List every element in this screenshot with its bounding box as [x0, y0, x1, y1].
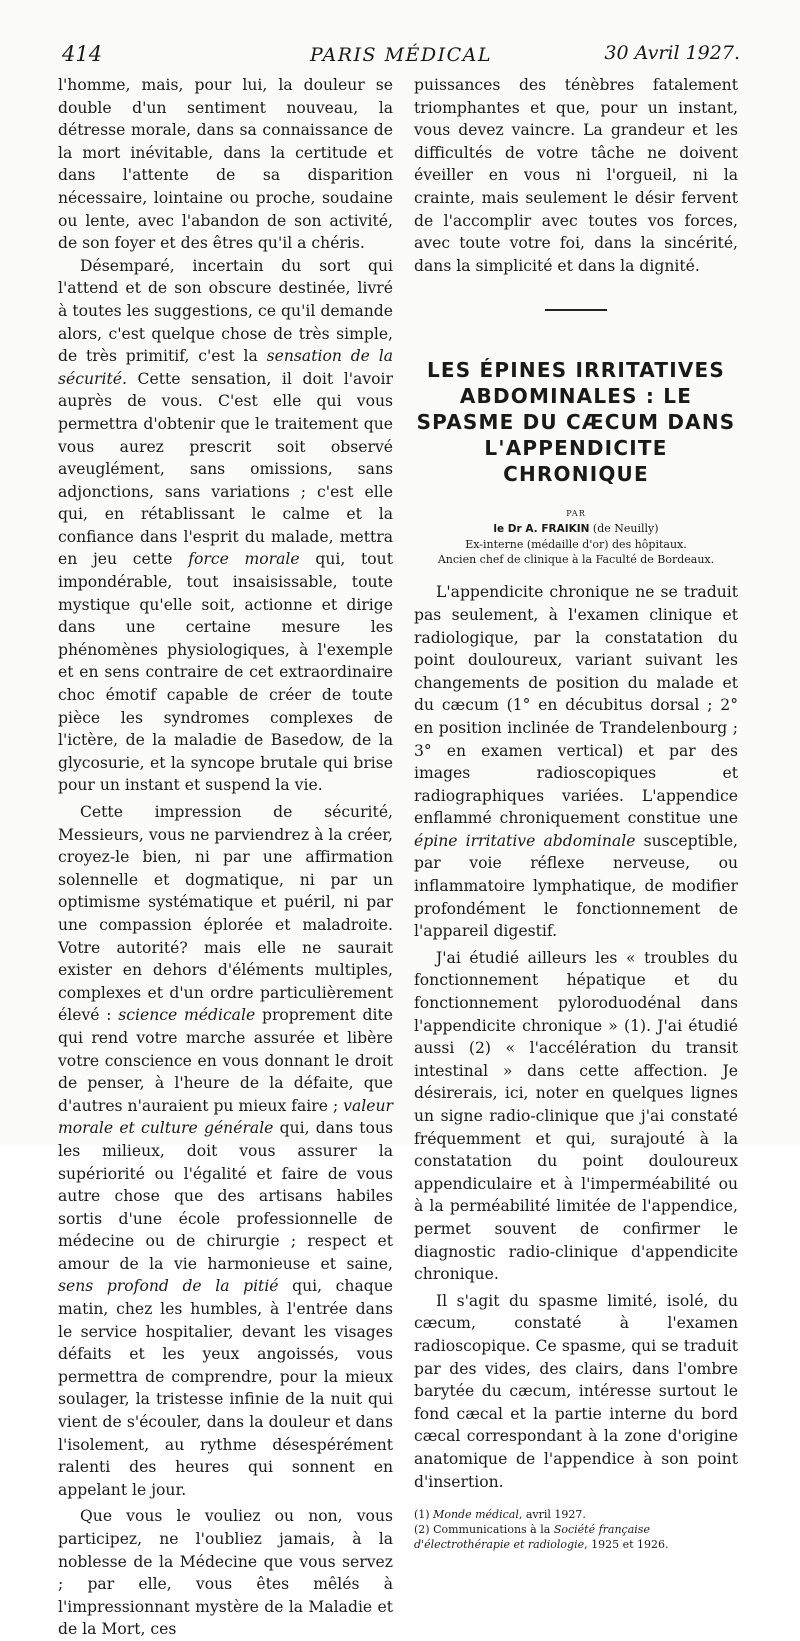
emphasis: sens profond de la pitié	[58, 1277, 279, 1296]
journal-title: PARIS MÉDICAL	[309, 44, 493, 66]
footnote: (2) Communications à la Société française d'électrothérapie et radiologie, 1925 et 1926.	[414, 1523, 669, 1552]
footnotes	[414, 1507, 738, 1552]
paragraph: puissances des ténèbres fatalement triomphantes et que, pour un instant, vous devez vaincre. La grandeur et les difficultés de votre tâche ne doivent éveiller en vous ni l'orgueil, ni la crainte, mais seulement le désir fervent de l'accomplir avec toutes vos forces, avec toute votre foi, dans la sincérité, dans la simplicité et dans la dignité.	[414, 76, 738, 275]
right-column	[414, 74, 738, 1552]
paragraph: L'appendicite chronique ne se traduit pas seulement, à l'examen clinique et radiologique, par la constatation du point douloureux, variant suivant les changements de position du malade et du cæcum (1° en décubitus dorsal ; 2° en position inclinée de Trandelenbourg ; 3° en examen vertical) et par des images radioscopiques et radiographiques variées. L'appendice enflammé chroniquement constitue une épine irritative abdominale susceptible, par voie réflexe nerveuse, ou inflammatoire lymphatique, de modifier profondément le fonctionnement de l'appareil digestif.	[414, 583, 739, 941]
emphasis: force morale	[188, 550, 300, 569]
byline-par: PAR	[566, 509, 586, 519]
emphasis: épine irritative abdominale	[414, 831, 636, 850]
paragraph: Cette impression de sécurité, Messieurs, vous ne parviendrez à la créer, croyez-le bien, ni par une affirmation solennelle et dogmatique, ni par un optimisme systématique et puéril, ni par une compassion éplorée et maladroite. Votre autorité? mais elle ne saurait exister en dehors d'éléments multiples, complexes et d'un ordre particulièrement élevé : science médicale proprement dite qui rend votre marche assurée et libère votre conscience en vous donnant le droit de penser, à l'heure de la défaite, que d'autres n'auraient pu mieux faire ; valeur morale et culture générale qui, dans tous les milieux, doit vous assurer la supériorité ou l'égalité et faire de vous autre chose que des artisans habiles sortis d'une école professionnelle de médecine ou de chirurgie ; respect et amour de la vie harmonieuse et saine, sens profond de la pitié qui, chaque matin, chez les humbles, à l'entrée dans le service hospitalier, devant les visages défaits et les yeux angoissés, vous permettra de comprendre, pour la mieux soulager, la tristesse infinie de la nuit qui vient de s'écouler, dans la douleur et dans l'isolement, au rythme désespérément ralenti des heures qui sonnent en appelant le jour.	[58, 803, 393, 1499]
paragraph: J'ai étudié ailleurs les « troubles du fonctionnement hépatique et du fonctionnement pyloroduodénal dans l'appendicite chronique » (1). J'ai étudié aussi (2) « l'accélération du transit intestinal » dans cette affection. Je désirerais, ici, noter en quelques lignes un signe radio-clinique que j'ai constaté fréquemment et qui, surajouté à la constatation du point douloureux appendiculaire et à l'imperméabilité ou à la perméabilité limitée de l'appendice, permet souvent de confirmer le diagnostic radio-clinique d'appendicite chronique.	[414, 948, 738, 1284]
author-name: le Dr A. FRAIKIN	[493, 523, 590, 536]
article-title: LES ÉPINES IRRITATIVES ABDOMINALES : LE SPASME DU CÆCUM DANS L'APPENDICITE CHRONIQUE	[416, 358, 736, 487]
emphasis: sensation de la sécurité.	[58, 347, 393, 388]
paragraph: Désemparé, incertain du sort qui l'attend et de son obscure destinée, livré à toutes les suggestions, ce qu'il demande alors, c'est quelque chose de très simple, de très primitif, c'est la sensation de la sécurité. Cette sensation, il doit l'avoir auprès de vous. C'est elle qui vous permettra d'obtenir que le traitement que vous aurez prescrit soit observé aveuglément, sans omissions, sans adjonctions, sans variations ; c'est elle qui, en rétablissant le calme et la confiance dans l'esprit du malade, mettra en jeu cette force morale qui, tout impondérable, tout insaisissable, toute mystique qu'elle soit, actionne et dirige dans une certaine mesure les phénomènes physiologiques, à l'exemple et en sens contraire de cet extraordinaire choc émotif capable de créer de toute pièce les syndromes complexes de l'ictère, de la maladie de Basedow, de la glycosurie, et la syncope brutale qui brise pour un instant et suspend la vie.	[58, 256, 393, 795]
paragraph: Il s'agit du spasme limité, isolé, du cæcum, constaté à l'examen radioscopique. Ce spasme, qui se traduit par des vides, des clairs, dans l'ombre barytée du cæcum, intéresse surtout le fond cæcal et la partie interne du bord cæcal correspondant à la zone d'origine anatomique de l'appendice à son point d'insertion.	[414, 1291, 738, 1491]
page-number: 414	[62, 42, 103, 66]
byline	[414, 505, 738, 521]
section-divider	[545, 309, 607, 311]
issue-date: 30 Avril 1927.	[604, 42, 740, 64]
author-credential: Ex-interne (médaille d'or) des hôpitaux.	[465, 538, 687, 552]
footnote: (1) Monde médical, avril 1927.	[414, 1508, 586, 1522]
left-column	[58, 74, 393, 1641]
paragraph: Que vous le vouliez ou non, vous participez, ne l'oubliez jamais, à la noblesse de la Médecine que vous servez ; par elle, vous êtes mêlés à l'impressionnant mystère de la Maladie et de la Mort, ces	[58, 1507, 393, 1639]
emphasis: science médicale	[118, 1006, 256, 1025]
page-header	[62, 38, 740, 68]
paragraph: l'homme, mais, pour lui, la douleur se double d'un sentiment nouveau, la détresse morale, dans sa connaissance de la mort inévitable, dans la certitude et dans l'attente de sa disparition nécessaire, lointaine ou proche, soudaine ou lente, avec l'abandon de son activité, de son foyer et des êtres qu'il a chéris.	[58, 76, 393, 253]
byline-author-line: le Dr A. FRAIKIN (de Neuilly)	[493, 522, 659, 536]
author-credential: Ancien chef de clinique à la Faculté de Bordeaux.	[437, 553, 715, 567]
emphasis: valeur morale et culture générale	[58, 1096, 393, 1138]
